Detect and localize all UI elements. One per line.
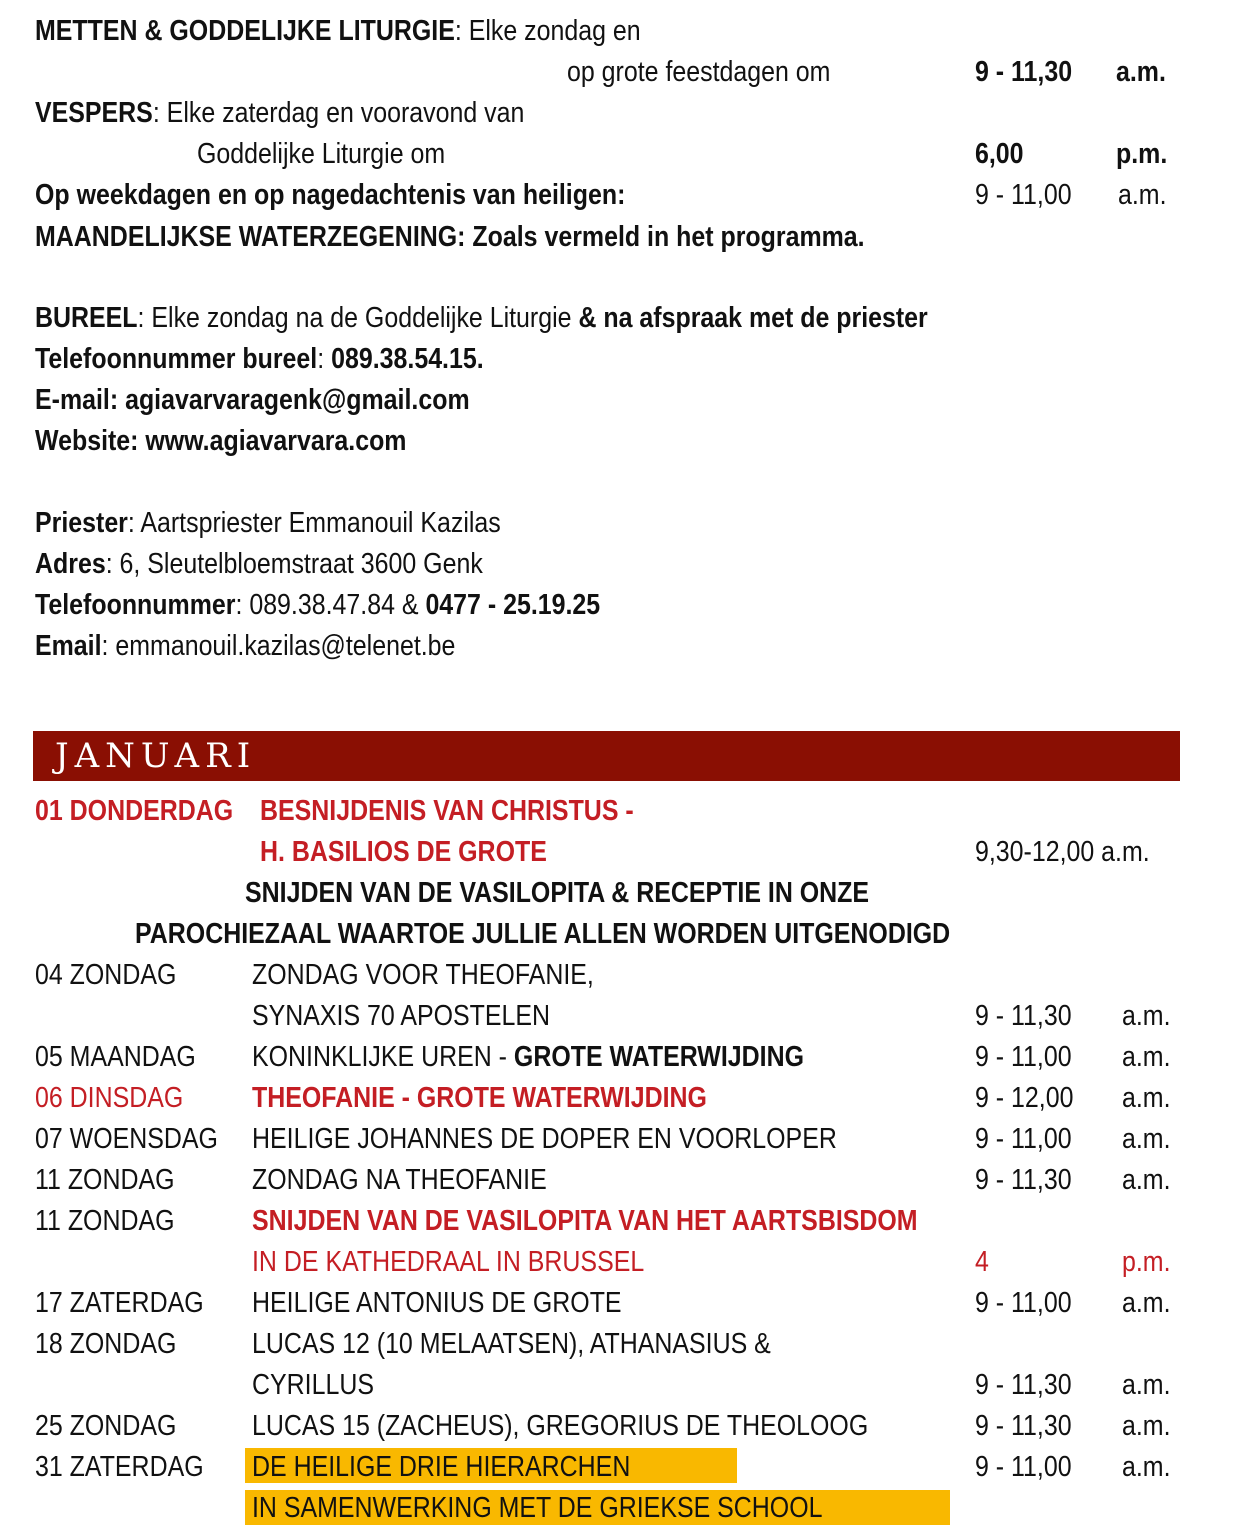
address-value: : 6, Sleutelbloemstraat 3600 Genk [105,548,483,580]
priest-email-line [35,629,455,663]
event-05-title [252,1040,804,1074]
event-31-time: 9 - 11,00 [975,1451,1072,1483]
vespers-label: VESPERS [35,97,153,129]
priest-line [35,506,501,540]
event-17-date: 17 ZATERDAG [35,1287,204,1319]
event-06-time: 9 - 12,00 [975,1082,1074,1114]
month-banner [33,731,1180,781]
event-31-ampm: a.m. [1122,1451,1171,1483]
event-18-title2: CYRILLUS [252,1369,374,1401]
event-18-date: 18 ZONDAG [35,1328,177,1360]
event-05-text: KONINKLIJKE UREN - [252,1041,514,1073]
office-phone-sep: : [317,343,332,375]
metten-line [35,14,641,48]
bureel-line [35,301,928,335]
event-11b-time: 4 [975,1246,989,1278]
metten-text: : Elke zondag en [454,15,641,47]
vespers-text: : Elke zaterdag en vooravond van [152,97,525,129]
priest-email-label: Email [35,630,102,662]
vespers-text2: Goddelijke Liturgie om [197,138,446,170]
event-01-note1: SNIJDEN VAN DE VASILOPITA & RECEPTIE IN ONZE [245,877,870,909]
weekdays-time: 9 - 11,00 [975,179,1072,211]
event-11b-title2: IN DE KATHEDRAAL IN BRUSSEL [252,1246,645,1278]
event-05-ampm: a.m. [1122,1041,1171,1073]
event-11a-ampm: a.m. [1122,1164,1171,1196]
event-04-date: 04 ZONDAG [35,959,177,991]
event-17-ampm: a.m. [1122,1287,1171,1319]
event-07-ampm: a.m. [1122,1123,1171,1155]
priest-name: : Aartspriester Emmanouil Kazilas [127,507,501,539]
event-01-title2: H. BASILIOS DE GROTE [260,836,547,868]
event-31-title: DE HEILIGE DRIE HIERARCHEN [252,1451,631,1483]
event-11a-time: 9 - 11,30 [975,1164,1072,1196]
office-phone-label: Telefoonnummer bureel [35,343,318,375]
event-18-title: LUCAS 12 (10 MELAATSEN), ATHANASIUS & [252,1328,771,1360]
metten-text2: op grote feestdagen om [567,56,831,88]
bureel-appointment: & na afspraak met de priester [578,302,928,334]
event-25-time: 9 - 11,30 [975,1410,1072,1442]
event-04-title2: SYNAXIS 70 APOSTELEN [252,1000,551,1032]
event-11b-date: 11 ZONDAG [35,1205,175,1237]
event-17-title: HEILIGE ANTONIUS DE GROTE [252,1287,622,1319]
event-04-title: ZONDAG VOOR THEOFANIE, [252,959,594,991]
event-11b-ampm: p.m. [1122,1246,1171,1278]
event-11a-title: ZONDAG NA THEOFANIE [252,1164,547,1196]
event-01-date: 01 DONDERDAG [35,795,234,827]
event-06-ampm: a.m. [1122,1082,1171,1114]
event-01-note2: PAROCHIEZAAL WAARTOE JULLIE ALLEN WORDEN UITGENODIGD [135,918,951,950]
event-31-title2: IN SAMENWERKING MET DE GRIEKSE SCHOOL [252,1492,823,1524]
priest-mobile-value[interactable]: 0477 - 25.19.25 [425,589,601,621]
website-line[interactable]: Website: www.agiavarvara.com [35,425,407,457]
event-04-ampm: a.m. [1122,1000,1171,1032]
office-phone-value[interactable]: 089.38.54.15. [331,343,484,375]
event-11a-date: 11 ZONDAG [35,1164,175,1196]
weekdays-label: Op weekdagen en op nagedachtenis van heiligen: [35,179,626,211]
vespers-time: 6,00 [975,138,1024,170]
event-01-time: 9,30-12,00 a.m. [975,836,1150,868]
event-01-title: BESNIJDENIS VAN CHRISTUS - [260,795,634,827]
event-05-date: 05 MAANDAG [35,1041,196,1073]
bureel-text: : Elke zondag na de Goddelijke Liturgie [137,302,579,334]
metten-ampm: a.m. [1116,56,1166,88]
event-06-date: 06 DINSDAG [35,1082,184,1114]
address-label: Adres [35,548,106,580]
address-line [35,547,483,581]
priest-phone-line [35,588,600,622]
month-title: JANUARI [55,736,257,776]
event-07-date: 07 WOENSDAG [35,1123,218,1155]
event-25-date: 25 ZONDAG [35,1410,177,1442]
waterzegening-line: MAANDELIJKSE WATERZEGENING: Zoals vermeld in het programma. [35,221,865,253]
metten-label: METTEN & GODDELIJKE LITURGIE [35,15,455,47]
event-07-title: HEILIGE JOHANNES DE DOPER EN VOORLOPER [252,1123,837,1155]
event-07-time: 9 - 11,00 [975,1123,1072,1155]
priest-email-value[interactable]: : emmanouil.kazilas@telenet.be [101,630,456,662]
event-31-date: 31 ZATERDAG [35,1451,204,1483]
event-05-bold: GROTE WATERWIJDING [513,1041,804,1073]
office-phone-line [35,342,484,376]
priest-phone-label: Telefoonnummer [35,589,236,621]
event-18-ampm: a.m. [1122,1369,1171,1401]
metten-time: 9 - 11,30 [975,56,1073,88]
event-17-time: 9 - 11,00 [975,1287,1072,1319]
event-18-time: 9 - 11,30 [975,1369,1072,1401]
event-05-time: 9 - 11,00 [975,1041,1072,1073]
event-11b-title: SNIJDEN VAN DE VASILOPITA VAN HET AARTSBISDOM [252,1205,918,1237]
event-04-time: 9 - 11,30 [975,1000,1072,1032]
bureel-label: BUREEL [35,302,138,334]
priest-phone-value[interactable]: : 089.38.47.84 & [235,589,426,621]
weekdays-ampm: a.m. [1118,179,1167,211]
event-25-title: LUCAS 15 (ZACHEUS), GREGORIUS DE THEOLOOG [252,1410,869,1442]
vespers-ampm: p.m. [1116,138,1168,170]
event-25-ampm: a.m. [1122,1410,1171,1442]
vespers-line [35,96,524,130]
office-email-line[interactable]: E-mail: agiavarvaragenk@gmail.com [35,384,470,416]
priest-label: Priester [35,507,128,539]
event-06-title: THEOFANIE - GROTE WATERWIJDING [252,1082,707,1114]
